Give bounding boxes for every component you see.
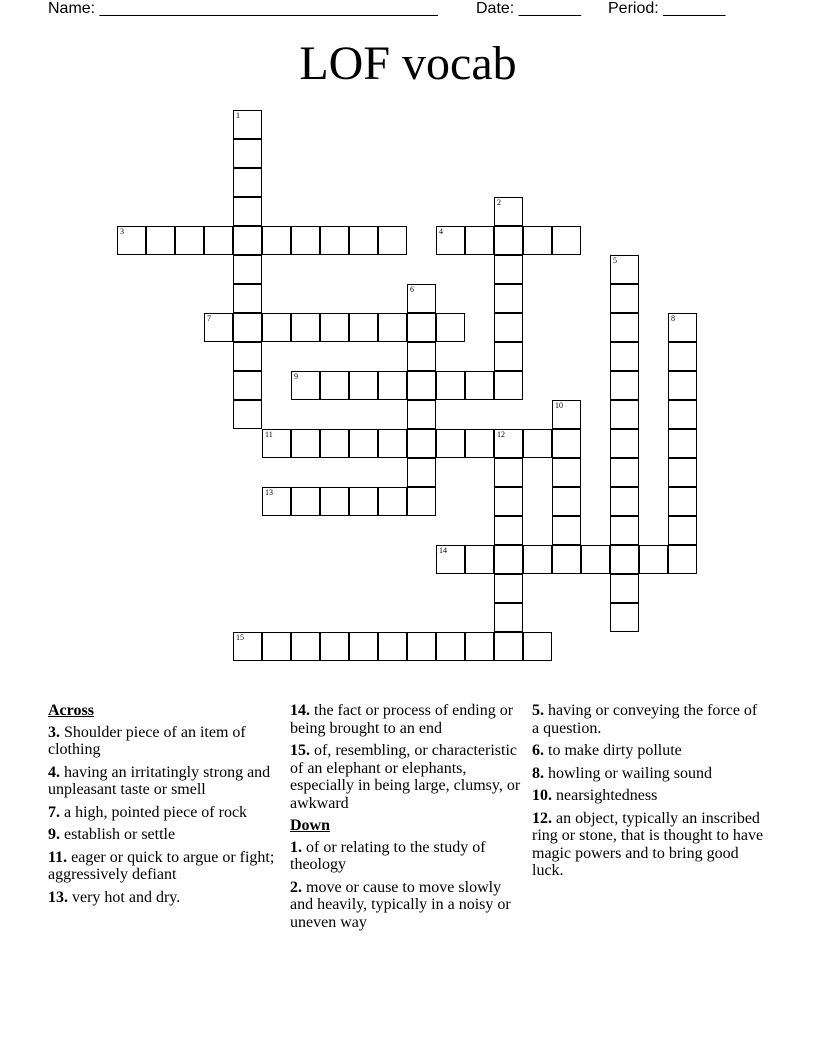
grid-cell[interactable] <box>407 313 436 342</box>
across-clue <box>290 742 522 812</box>
grid-cell[interactable] <box>494 429 523 458</box>
clue-text: the fact or process of ending or being brought to an end <box>290 702 514 737</box>
grid-cell[interactable] <box>233 110 262 139</box>
clue-number-label: 9 <box>294 372 298 381</box>
clue-number-label: 6 <box>410 285 414 294</box>
grid-cell[interactable] <box>494 313 523 342</box>
grid-cell[interactable] <box>610 603 639 632</box>
grid-cell[interactable] <box>668 458 697 487</box>
grid-cell[interactable] <box>262 313 291 342</box>
grid-cell[interactable] <box>320 313 349 342</box>
grid-cell[interactable] <box>233 168 262 197</box>
grid-cell[interactable] <box>233 371 262 400</box>
across-clue <box>290 702 522 737</box>
grid-cell[interactable] <box>668 371 697 400</box>
grid-cell[interactable] <box>552 516 581 545</box>
name-field-label: Name: ______________________________________ <box>48 0 438 17</box>
clue-number: 11. <box>48 848 68 866</box>
grid-cell[interactable] <box>146 226 175 255</box>
grid-cell[interactable] <box>494 371 523 400</box>
grid-cell[interactable] <box>407 632 436 661</box>
grid-cell[interactable] <box>233 313 262 342</box>
grid-cell[interactable] <box>610 371 639 400</box>
grid-cell[interactable] <box>465 371 494 400</box>
clue-number-label: 13 <box>265 488 273 497</box>
grid-cell[interactable] <box>204 226 233 255</box>
clue-text: of or relating to the study of theology <box>290 838 486 873</box>
down-clue <box>532 810 764 880</box>
grid-cell[interactable] <box>552 429 581 458</box>
grid-cell[interactable] <box>668 429 697 458</box>
grid-cell[interactable] <box>668 545 697 574</box>
grid-cell[interactable] <box>610 458 639 487</box>
clue-number: 5. <box>532 702 544 719</box>
grid-cell[interactable] <box>494 197 523 226</box>
clue-number: 14. <box>290 702 310 719</box>
grid-cell[interactable] <box>610 545 639 574</box>
grid-cell[interactable] <box>378 487 407 516</box>
grid-cell[interactable] <box>291 226 320 255</box>
clue-number-label: 7 <box>207 314 211 323</box>
clue-number-label: 8 <box>671 314 675 323</box>
grid-cell[interactable] <box>494 632 523 661</box>
clue-number: 4. <box>48 763 60 781</box>
down-clue <box>532 702 764 737</box>
clue-number: 2. <box>290 878 302 896</box>
clue-number: 9. <box>48 826 60 843</box>
grid-cell[interactable] <box>320 429 349 458</box>
grid-cell[interactable] <box>291 371 320 400</box>
grid-cell[interactable] <box>407 458 436 487</box>
clue-text: having an irritatingly strong and unpleasant taste or smell <box>48 763 271 798</box>
grid-cell[interactable] <box>552 545 581 574</box>
down-clue <box>532 787 764 805</box>
grid-cell[interactable] <box>494 545 523 574</box>
period-field-label: Period: _______ <box>608 0 726 17</box>
grid-cell[interactable] <box>581 545 610 574</box>
grid-cell[interactable] <box>349 487 378 516</box>
clue-text: very hot and dry. <box>72 888 181 906</box>
grid-cell[interactable] <box>233 342 262 371</box>
grid-cell[interactable] <box>117 226 146 255</box>
across-heading: Across <box>48 702 94 719</box>
across-clue <box>48 724 280 759</box>
grid-cell[interactable] <box>610 342 639 371</box>
grid-cell[interactable] <box>378 632 407 661</box>
clue-text: an object, typically an inscribed ring or stone, that is thought to have magic powers and to bring good luck. <box>532 809 764 879</box>
grid-cell[interactable] <box>320 632 349 661</box>
clue-number: 7. <box>48 803 60 821</box>
clue-number-label: 10 <box>555 401 563 410</box>
grid-cell[interactable] <box>291 632 320 661</box>
grid-cell[interactable] <box>349 226 378 255</box>
grid-cell[interactable] <box>349 371 378 400</box>
grid-cell[interactable] <box>262 429 291 458</box>
grid-cell[interactable] <box>668 313 697 342</box>
grid-cell[interactable] <box>465 429 494 458</box>
grid-cell[interactable] <box>291 429 320 458</box>
grid-cell[interactable] <box>436 429 465 458</box>
clue-text: establish or settle <box>64 826 176 843</box>
grid-cell[interactable] <box>349 429 378 458</box>
grid-cell[interactable] <box>610 487 639 516</box>
grid-cell[interactable] <box>494 284 523 313</box>
grid-cell[interactable] <box>291 487 320 516</box>
grid-cell[interactable] <box>262 487 291 516</box>
down-clue <box>290 879 522 932</box>
clue-text: eager or quick to argue or fight; aggressively defiant <box>48 848 275 883</box>
clue-number: 15. <box>290 742 310 759</box>
grid-cell[interactable] <box>668 342 697 371</box>
clue-number: 6. <box>532 742 544 759</box>
grid-cell[interactable] <box>494 342 523 371</box>
clue-number: 3. <box>48 723 60 741</box>
grid-cell[interactable] <box>494 603 523 632</box>
clue-number-label: 11 <box>265 430 273 439</box>
clue-text: Shoulder piece of an item of clothing <box>48 723 246 758</box>
grid-cell[interactable] <box>349 632 378 661</box>
grid-cell[interactable] <box>378 313 407 342</box>
grid-cell[interactable] <box>349 313 378 342</box>
grid-cell[interactable] <box>610 400 639 429</box>
grid-cell[interactable] <box>610 313 639 342</box>
grid-cell[interactable] <box>204 313 233 342</box>
across-clue <box>48 889 280 907</box>
grid-cell[interactable] <box>436 632 465 661</box>
grid-cell[interactable] <box>494 458 523 487</box>
grid-cell[interactable] <box>407 371 436 400</box>
across-clue <box>48 764 280 799</box>
grid-cell[interactable] <box>494 255 523 284</box>
grid-cell[interactable] <box>378 429 407 458</box>
down-clue <box>532 765 764 783</box>
clue-number: 12. <box>532 809 552 827</box>
clue-number-label: 3 <box>120 227 124 236</box>
grid-cell[interactable] <box>610 516 639 545</box>
grid-cell[interactable] <box>407 342 436 371</box>
down-clue <box>290 839 522 874</box>
grid-cell[interactable] <box>233 226 262 255</box>
grid-cell[interactable] <box>262 226 291 255</box>
grid-cell[interactable] <box>233 139 262 168</box>
clue-text: nearsightedness <box>556 787 658 804</box>
grid-cell[interactable] <box>320 487 349 516</box>
clue-number: 1. <box>290 838 302 856</box>
grid-cell[interactable] <box>610 284 639 313</box>
grid-cell[interactable] <box>436 545 465 574</box>
clue-number: 10. <box>532 787 552 804</box>
page-title: LOF vocab <box>299 37 517 90</box>
down-clue <box>532 742 764 760</box>
grid-cell[interactable] <box>494 487 523 516</box>
clue-text: to make dirty pollute <box>548 742 682 759</box>
grid-cell[interactable] <box>552 487 581 516</box>
grid-cell[interactable] <box>668 516 697 545</box>
grid-cell[interactable] <box>668 487 697 516</box>
across-clue <box>48 804 280 822</box>
grid-cell[interactable] <box>494 574 523 603</box>
grid-cell[interactable] <box>494 516 523 545</box>
grid-cell[interactable] <box>436 226 465 255</box>
grid-cell[interactable] <box>378 371 407 400</box>
grid-cell[interactable] <box>639 545 668 574</box>
grid-cell[interactable] <box>378 226 407 255</box>
across-clue <box>48 849 280 884</box>
grid-cell[interactable] <box>233 284 262 313</box>
clue-number-label: 15 <box>236 633 244 642</box>
grid-cell[interactable] <box>175 226 204 255</box>
grid-cell[interactable] <box>233 400 262 429</box>
clue-number-label: 1 <box>236 111 240 120</box>
clue-text: of, resembling, or characteristic of an elephant or elephants, especially in being large, clumsy, or awkward <box>290 742 521 812</box>
grid-cell[interactable] <box>552 400 581 429</box>
clue-text: move or cause to move slowly and heavily, typically in a noisy or uneven way <box>290 878 511 931</box>
clue-number-label: 4 <box>439 227 443 236</box>
grid-cell[interactable] <box>436 371 465 400</box>
grid-cell[interactable] <box>262 632 291 661</box>
clue-number-label: 5 <box>613 256 617 265</box>
grid-cell[interactable] <box>407 429 436 458</box>
grid-cell[interactable] <box>552 458 581 487</box>
grid-cell[interactable] <box>291 313 320 342</box>
down-heading: Down <box>290 817 331 834</box>
clue-number: 8. <box>532 764 544 782</box>
grid-cell[interactable] <box>610 574 639 603</box>
grid-cell[interactable] <box>233 632 262 661</box>
grid-cell[interactable] <box>465 226 494 255</box>
grid-cell[interactable] <box>610 429 639 458</box>
grid-cell[interactable] <box>523 226 552 255</box>
clue-number: 13. <box>48 888 68 906</box>
clue-text: having or conveying the force of a question. <box>532 702 758 737</box>
grid-cell[interactable] <box>407 284 436 313</box>
grid-cell[interactable] <box>523 429 552 458</box>
grid-cell[interactable] <box>523 545 552 574</box>
clue-number-label: 2 <box>497 198 501 207</box>
grid-cell[interactable] <box>552 226 581 255</box>
across-clue <box>48 826 280 844</box>
grid-cell[interactable] <box>233 197 262 226</box>
grid-cell[interactable] <box>465 545 494 574</box>
date-field-label: Date: _______ <box>476 0 581 17</box>
grid-cell[interactable] <box>494 226 523 255</box>
clue-text: howling or wailing sound <box>548 764 712 782</box>
grid-cell[interactable] <box>523 632 552 661</box>
clue-number-label: 14 <box>439 546 447 555</box>
clue-number-label: 12 <box>497 430 505 439</box>
clue-column-2 <box>290 702 522 936</box>
grid-cell[interactable] <box>233 255 262 284</box>
clue-column-3 <box>532 702 764 885</box>
grid-cell[interactable] <box>610 255 639 284</box>
grid-cell[interactable] <box>668 400 697 429</box>
grid-cell[interactable] <box>465 632 494 661</box>
grid-cell[interactable] <box>407 487 436 516</box>
clue-text: a high, pointed piece of rock <box>64 803 248 821</box>
grid-cell[interactable] <box>320 371 349 400</box>
grid-cell[interactable] <box>436 313 465 342</box>
clue-column-1 <box>48 702 280 911</box>
grid-cell[interactable] <box>407 400 436 429</box>
grid-cell[interactable] <box>320 226 349 255</box>
